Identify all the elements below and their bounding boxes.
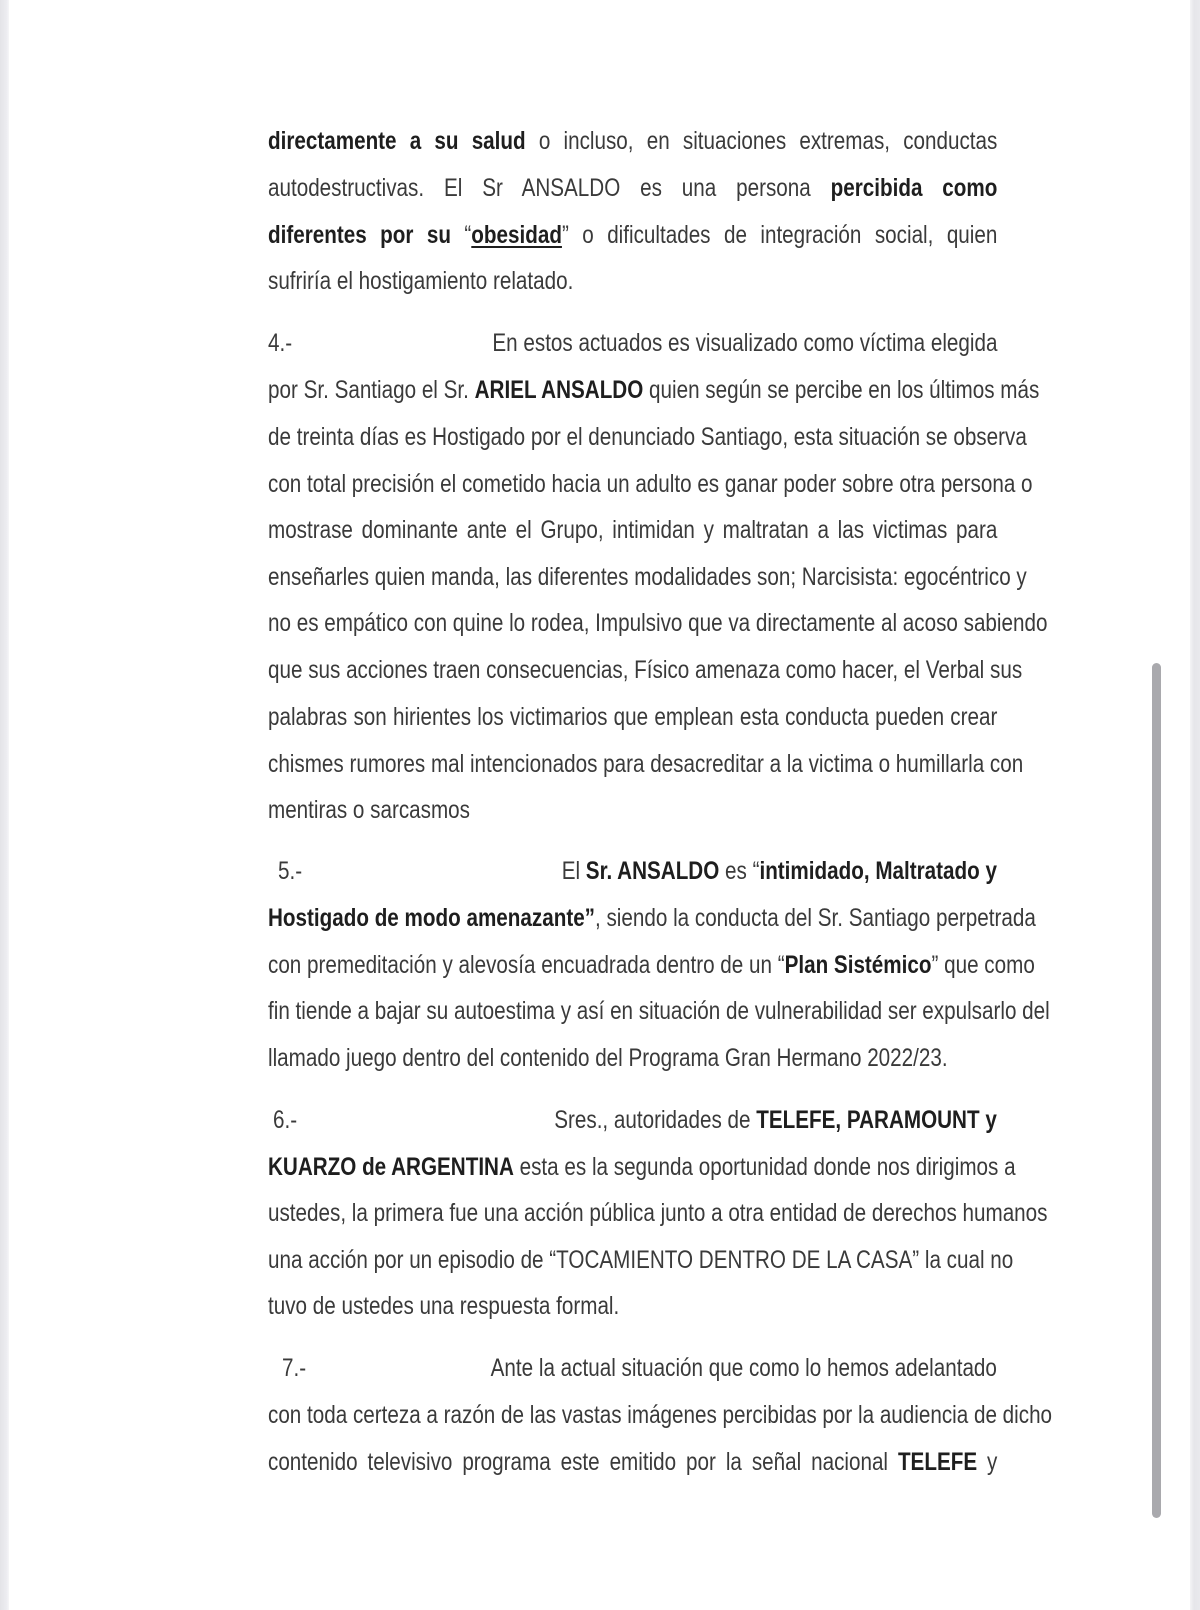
text-span: es “ (719, 857, 760, 885)
text-span: de treinta días es Hostigado por el denunciado Santiago, esta situación se observa (268, 423, 1027, 451)
bold-text: ARIEL ANSALDO (474, 376, 644, 404)
text-span: ” que como (931, 951, 1035, 979)
left-border (0, 0, 9, 1610)
paragraph-lead (461, 1105, 997, 1135)
text-line (268, 1447, 997, 1477)
text-span: El (561, 857, 586, 885)
underlined-bold-text: obesidad (471, 221, 562, 249)
text-span: llamado juego dentro del contenido del Programa Gran Hermano 2022/23. (268, 1044, 948, 1072)
text-line (268, 422, 1027, 452)
paragraph-number: 6.- (273, 1106, 298, 1134)
bold-text: KUARZO de ARGENTINA (268, 1153, 514, 1181)
text-span: tuvo de ustedes una respuesta formal. (268, 1292, 620, 1320)
text-line (268, 126, 997, 156)
text-span: quien según se percibe en los últimos más (643, 376, 1040, 404)
text-span: ustedes, la primera fue una acción pública junto a otra entidad de derechos humanos (268, 1199, 1048, 1227)
bold-text: intimidado, Maltratado y (759, 857, 997, 885)
text-line (268, 702, 997, 732)
text-line (268, 655, 1023, 685)
text-span: mentiras o sarcasmos (268, 796, 470, 824)
text-line (268, 903, 1036, 933)
text-line (268, 375, 1040, 405)
bold-text: diferentes por su (268, 221, 451, 249)
text-line (268, 1400, 1053, 1430)
bold-text: Plan Sistémico (784, 951, 932, 979)
text-line (268, 469, 1033, 499)
text-line (268, 1043, 997, 1073)
text-line (268, 266, 997, 296)
text-line (268, 220, 997, 250)
text-span: o incluso, en situaciones extremas, conductas (525, 127, 998, 155)
text-span: , siendo la conducta del Sr. Santiago perpetrada (595, 904, 1036, 932)
text-line (268, 996, 1050, 1026)
text-line (268, 795, 997, 825)
bold-text: percibida como (830, 174, 998, 202)
text-span: autodestructivas. El Sr ANSALDO es una persona (268, 174, 831, 202)
text-line (268, 1291, 997, 1321)
text-span: no es empático con quine lo rodea, Impulsivo que va directamente al acoso sabiendo (268, 609, 1048, 637)
paragraph-lead (470, 856, 997, 886)
text-span: mostrase dominante ante el Grupo, intimidan y maltratan a las victimas para (268, 516, 998, 544)
text-span: fin tiende a bajar su autoestima y así en situación de vulnerabilidad ser expulsarlo del (268, 997, 1050, 1025)
text-span: sufriría el hostigamiento relatado. (268, 267, 574, 295)
text-line (268, 950, 1035, 980)
bold-text: TELEFE, PARAMOUNT y (756, 1106, 997, 1134)
text-line (268, 515, 997, 545)
right-border (1190, 0, 1200, 1610)
text-span: En estos actuados es visualizado como víctima elegida (491, 329, 997, 357)
text-span: enseñarles quien manda, las diferentes modalidades son; Narcisista: egocéntrico y (268, 563, 1027, 591)
text-span: con toda certeza a razón de las vastas imágenes percibidas por la audiencia de dicho (268, 1401, 1053, 1429)
paragraph-number: 7.- (282, 1354, 307, 1382)
text-span: “ (450, 221, 472, 249)
bold-text: Sr. ANSALDO (585, 857, 720, 885)
text-span: esta es la segunda oportunidad donde nos dirigimos a (513, 1153, 1016, 1181)
bold-text: Hostigado de modo amenazante” (268, 904, 596, 932)
paragraph-lead (386, 328, 997, 358)
document-page (268, 0, 1053, 1610)
paragraph-number: 4.- (268, 329, 293, 357)
text-span: ” o dificultades de integración social, quien (561, 221, 998, 249)
text-span: una acción por un episodio de “TOCAMIENTO DENTRO DE LA CASA” la cual no (268, 1246, 1014, 1274)
bold-text: TELEFE (897, 1448, 978, 1476)
text-span: contenido televisivo programa este emitido por la señal nacional (268, 1448, 898, 1476)
text-line (268, 1152, 1016, 1182)
text-line (268, 1198, 1048, 1228)
text-span: Ante la actual situación que como lo hemos adelantado (490, 1354, 997, 1382)
text-line (268, 749, 1024, 779)
text-span: palabras son hirientes los victimarios que emplean esta conducta pueden crear (268, 703, 998, 731)
text-line (268, 562, 1027, 592)
text-span: con premeditación y alevosía encuadrada dentro de un “ (268, 951, 785, 979)
text-span: Sres., autoridades de (554, 1106, 757, 1134)
paragraph-lead (384, 1353, 997, 1383)
text-span: con total precisión el cometido hacia un adulto es ganar poder sobre otra persona o (268, 470, 1033, 498)
bold-text: directamente a su salud (268, 127, 526, 155)
text-span: que sus acciones traen consecuencias, Físico amenaza como hacer, el Verbal sus (268, 656, 1023, 684)
text-line (268, 608, 1048, 638)
text-line (268, 1245, 1014, 1275)
text-span: chismes rumores mal intencionados para desacreditar a la victima o humillarla con (268, 750, 1024, 778)
scrollbar-thumb[interactable] (1152, 663, 1161, 1518)
text-line (268, 173, 997, 203)
text-span: y (977, 1448, 998, 1476)
paragraph-number: 5.- (278, 857, 303, 885)
text-span: por Sr. Santiago el Sr. (268, 376, 475, 404)
